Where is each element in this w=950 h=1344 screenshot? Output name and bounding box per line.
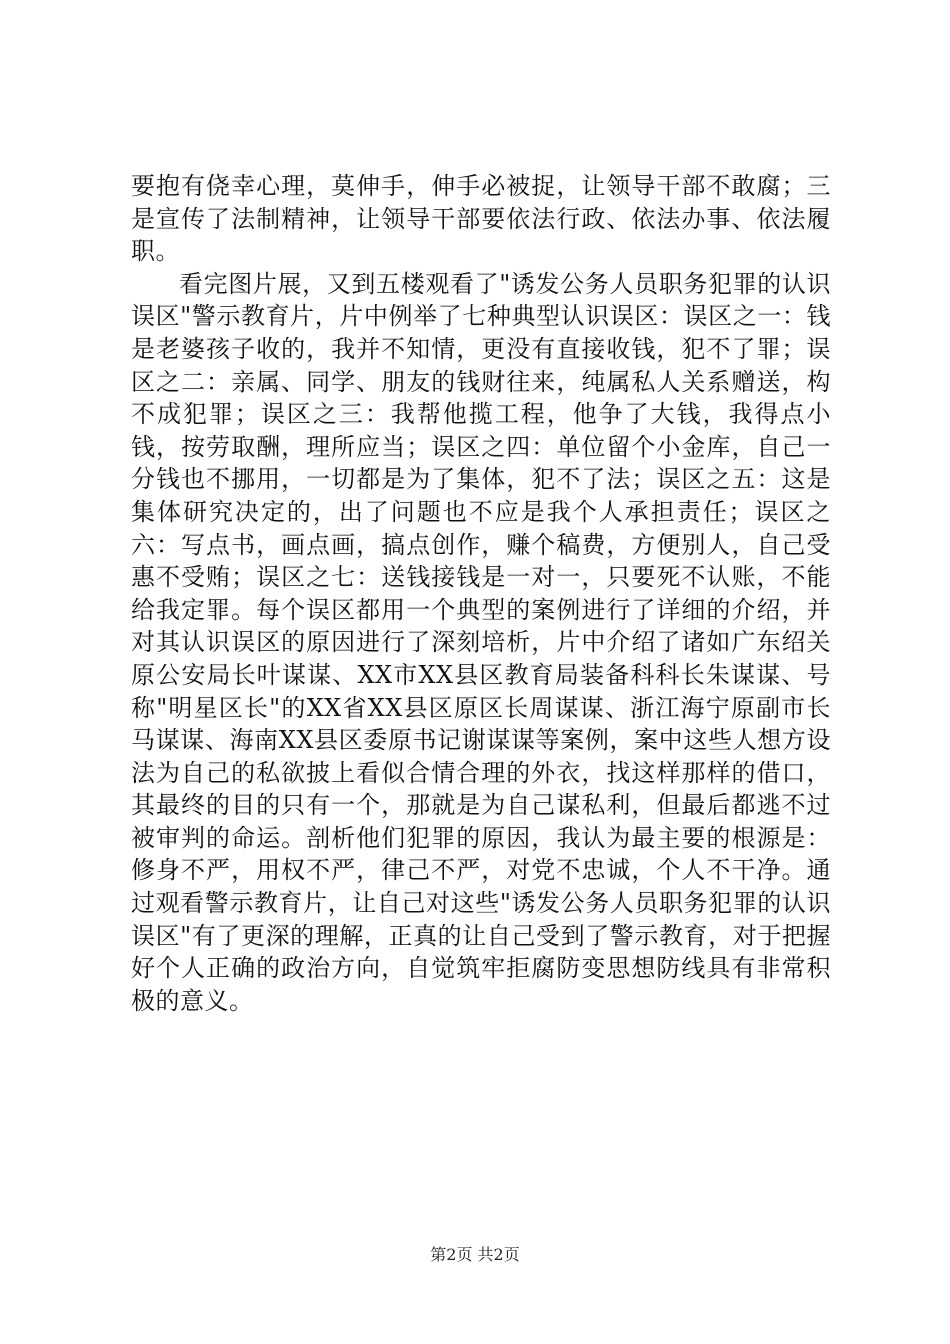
paragraph-continued: 要抱有侥幸心理，莫伸手，伸手必被捉，让领导干部不敢腐；三是宣传了法制精神，让领导干部要依法行政、依法办事、依法履职。 xyxy=(131,172,831,266)
paragraph-warning-film: 看完图片展，又到五楼观看了"诱发公务人员职务犯罪的认识误区"警示教育片，片中例举了七种典型认识误区：误区之一：钱是老婆孩子收的，我并不知情，更没有直接收钱，犯不了罪；误区之二：亲属、同学、朋友的钱财往来，纯属私人关系赠送，构不成犯罪；误区之三：我帮他揽工程，他争了大钱，我得点小钱，按劳取酬，理所应当；误区之四：单位留个小金库，自己一分钱也不挪用，一切都是为了集体，犯不了法；误区之五：这是集体研究决定的，出了问题也不应是我个人承担责任；误区之六：写点书，画点画，搞点创作，赚个稿费，方便别人，自己受惠不受贿；误区之七：送钱接钱是一对一，只要死不认账，不能给我定罪。每个误区都用一个典型的案例进行了详细的介绍，并对其认识误区的原因进行了深刻培析，片中介绍了诸如广东绍关原公安局长叶谋谋、XX市XX县区教育局装备科科长朱谋谋、号称"明星区长"的XX省XX县区原区长周谋谋、浙江海宁原副市长马谋谋、海南XX县区委原书记谢谋谋等案例，案中这些人想方设法为自己的私欲披上看似合情合理的外衣，找这样那样的借口，其最终的目的只有一个，那就是为自己谋私利，但最后都逃不过被审判的命运。剖析他们犯罪的原因，我认为最主要的根源是：修身不严，用权不严，律己不严，对党不忠诚，个人不干净。通过观看警示教育片，让自己对这些"诱发公务人员职务犯罪的认识误区"有了更深的理解，正真的让自己受到了警示教育，对于把握好个人正确的政治方向，自觉筑牢拒腐防变思想防线具有非常积极的意义。 xyxy=(131,269,831,1015)
document-body xyxy=(131,170,831,1017)
page-footer: 第2页 共2页 xyxy=(430,1245,520,1264)
